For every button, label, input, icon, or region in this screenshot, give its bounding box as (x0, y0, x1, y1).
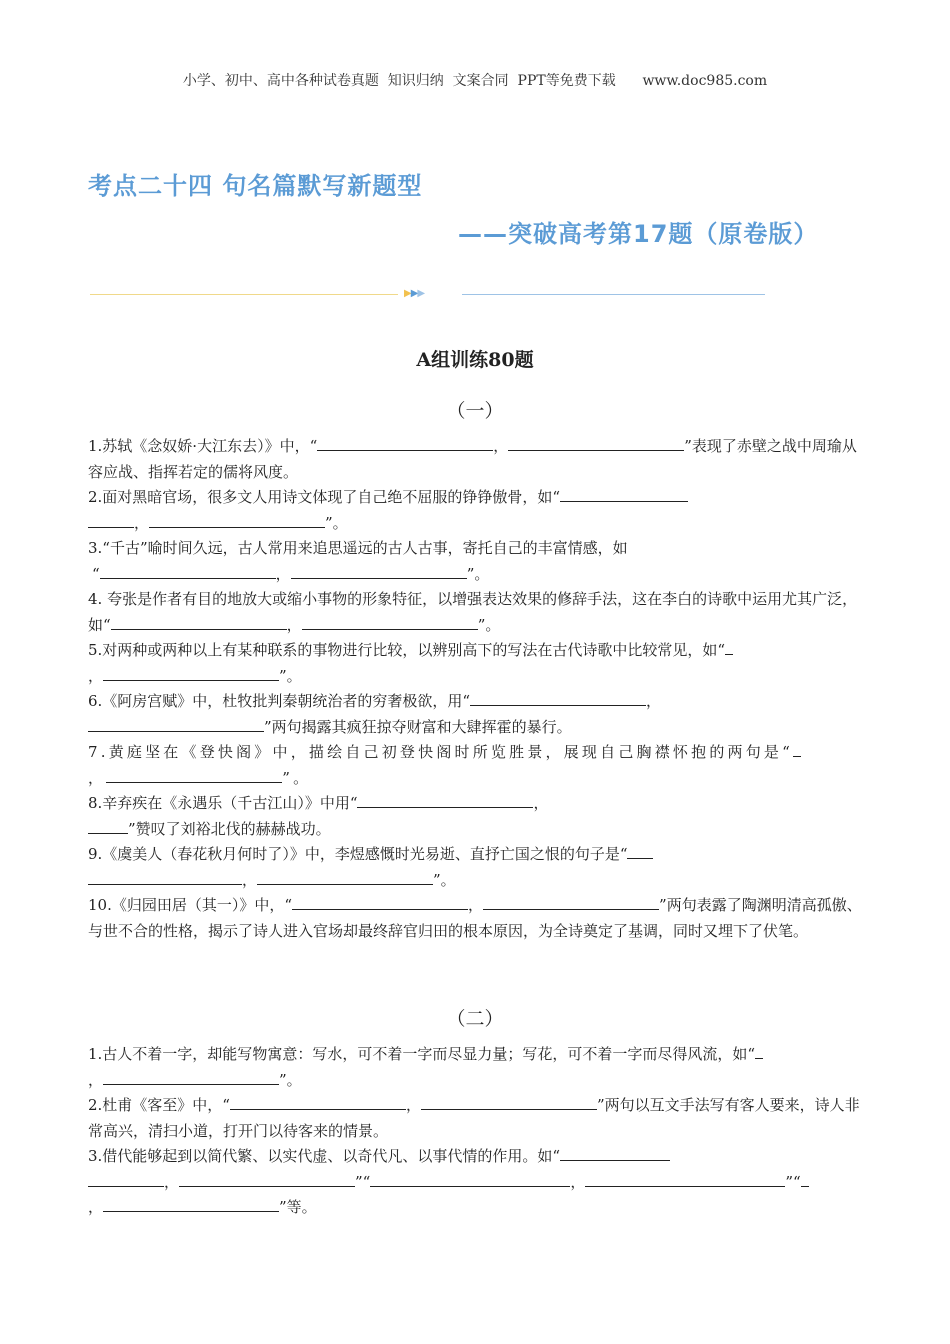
answer-blank[interactable] (149, 512, 325, 528)
answer-blank[interactable] (725, 639, 733, 655)
question-item: 3.“千古”喻时间久远，古人常用来追思遥远的古人古事，寄托自己的丰富情感，如 “ ， ”。 (88, 539, 628, 583)
arrow-icon: ▶▶▶ (404, 288, 425, 299)
answer-blank[interactable] (801, 1171, 809, 1187)
section-title: （一） (446, 400, 504, 422)
question-item: 2.杜甫《客至》中，“ ， ”两句以互文手法写有客人要来，诗人非常高兴，清扫小道，打开门以待客来的情景。 (88, 1096, 860, 1140)
answer-blank[interactable] (508, 435, 684, 451)
divider-line-left (90, 294, 398, 295)
answer-blank[interactable] (585, 1171, 785, 1187)
answer-blank[interactable] (483, 894, 659, 910)
answer-blank[interactable] (230, 1094, 406, 1110)
answer-blank[interactable] (179, 1171, 355, 1187)
page-title: 考点二十四 句名篇默写新题型 (88, 172, 423, 200)
group-title: A组训练80题 (416, 349, 534, 371)
page-subtitle: ——突破高考第17题（原卷版） (458, 220, 819, 248)
answer-blank[interactable] (111, 614, 287, 630)
answer-blank[interactable] (370, 1171, 570, 1187)
answer-blank[interactable] (470, 690, 646, 706)
answer-blank[interactable] (100, 563, 276, 579)
question-list (88, 434, 868, 944)
answer-blank[interactable] (302, 614, 478, 630)
question-list (88, 1042, 868, 1221)
answer-blank[interactable] (88, 1171, 164, 1187)
answer-blank[interactable] (88, 818, 128, 834)
answer-blank[interactable] (103, 665, 279, 681)
answer-blank[interactable] (103, 1196, 279, 1212)
answer-blank[interactable] (106, 767, 282, 783)
answer-blank[interactable] (627, 843, 653, 859)
question-item: 8.辛弃疾在《永遇乐（千古江山）》中用“ ， ”赞叹了刘裕北伐的赫赫战功。 (88, 794, 549, 838)
question-item: 3.借代能够起到以简代繁、以实代虚、以奇代凡、以事代情的作用。如“ ， ”“ ， ”“ ， ”等。 (88, 1144, 868, 1221)
question-item: 1.苏轼《念奴娇·大江东去）》中，“ ， ”表现了赤壁之战中周瑜从容应战、指挥若定的儒将风度。 (88, 437, 857, 481)
divider-line-right (462, 294, 765, 295)
answer-blank[interactable] (421, 1094, 597, 1110)
answer-blank[interactable] (257, 869, 433, 885)
question-item: 5.对两种或两种以上有某种联系的事物进行比较，以辨别高下的写法在古代诗歌中比较常见，如“ ， ”。 (88, 638, 868, 689)
question-item: 4. 夸张是作者有目的地放大或缩小事物的形象特征，以增强表达效果的修辞手法，这在李白的诗歌中运用尤其广泛，如“ ， ”。 (88, 590, 858, 634)
answer-blank[interactable] (560, 486, 688, 502)
answer-blank[interactable] (357, 792, 533, 808)
section-title: （二） (446, 1008, 504, 1030)
answer-blank[interactable] (317, 435, 493, 451)
decorative-divider (90, 287, 770, 301)
question-item: 2.面对黑暗官场，很多文人用诗文体现了自己绝不屈服的铮铮傲骨，如“ ， ”。 (88, 485, 868, 536)
page-header: 小学、初中、高中各种试卷真题 知识归纳 文案合同 PPT等免费下载 www.doc985.com (182, 73, 768, 89)
question-item: 9.《虞美人（春花秋月何时了）》中，李煜感慨时光易逝、直抒亡国之恨的句子是“ ， ”。 (88, 842, 868, 893)
answer-blank[interactable] (103, 1069, 279, 1085)
answer-blank[interactable] (755, 1043, 763, 1059)
question-item: 1.古人不着一字，却能写物寓意：写水，可不着一字而尽显力量；写花，可不着一字而尽得风流，如“ ， ”。 (88, 1042, 868, 1093)
answer-blank[interactable] (88, 716, 264, 732)
question-item: 10.《归园田居（其一）》中，“ ， ”两句表露了陶渊明清高孤傲、与世不合的性格，揭示了诗人进入官场却最终辞官归田的根本原因，为全诗奠定了基调，同时又埋下了伏笔。 (88, 896, 862, 940)
answer-blank[interactable] (793, 741, 801, 757)
answer-blank[interactable] (292, 894, 468, 910)
answer-blank[interactable] (88, 869, 242, 885)
answer-blank[interactable] (560, 1145, 670, 1161)
answer-blank[interactable] (88, 512, 134, 528)
answer-blank[interactable] (291, 563, 467, 579)
question-item: 7.黄庭坚在《登快阁》中，描绘自己初登快阁时所览胜景，展现自己胸襟怀抱的两句是“ ， ”。 (88, 740, 868, 791)
question-item: 6.《阿房宫赋》中，杜牧批判秦朝统治者的穷奢极欲，用“ ， ”两句揭露其疯狂掠夺财富和大肆挥霍的暴行。 (88, 692, 661, 736)
